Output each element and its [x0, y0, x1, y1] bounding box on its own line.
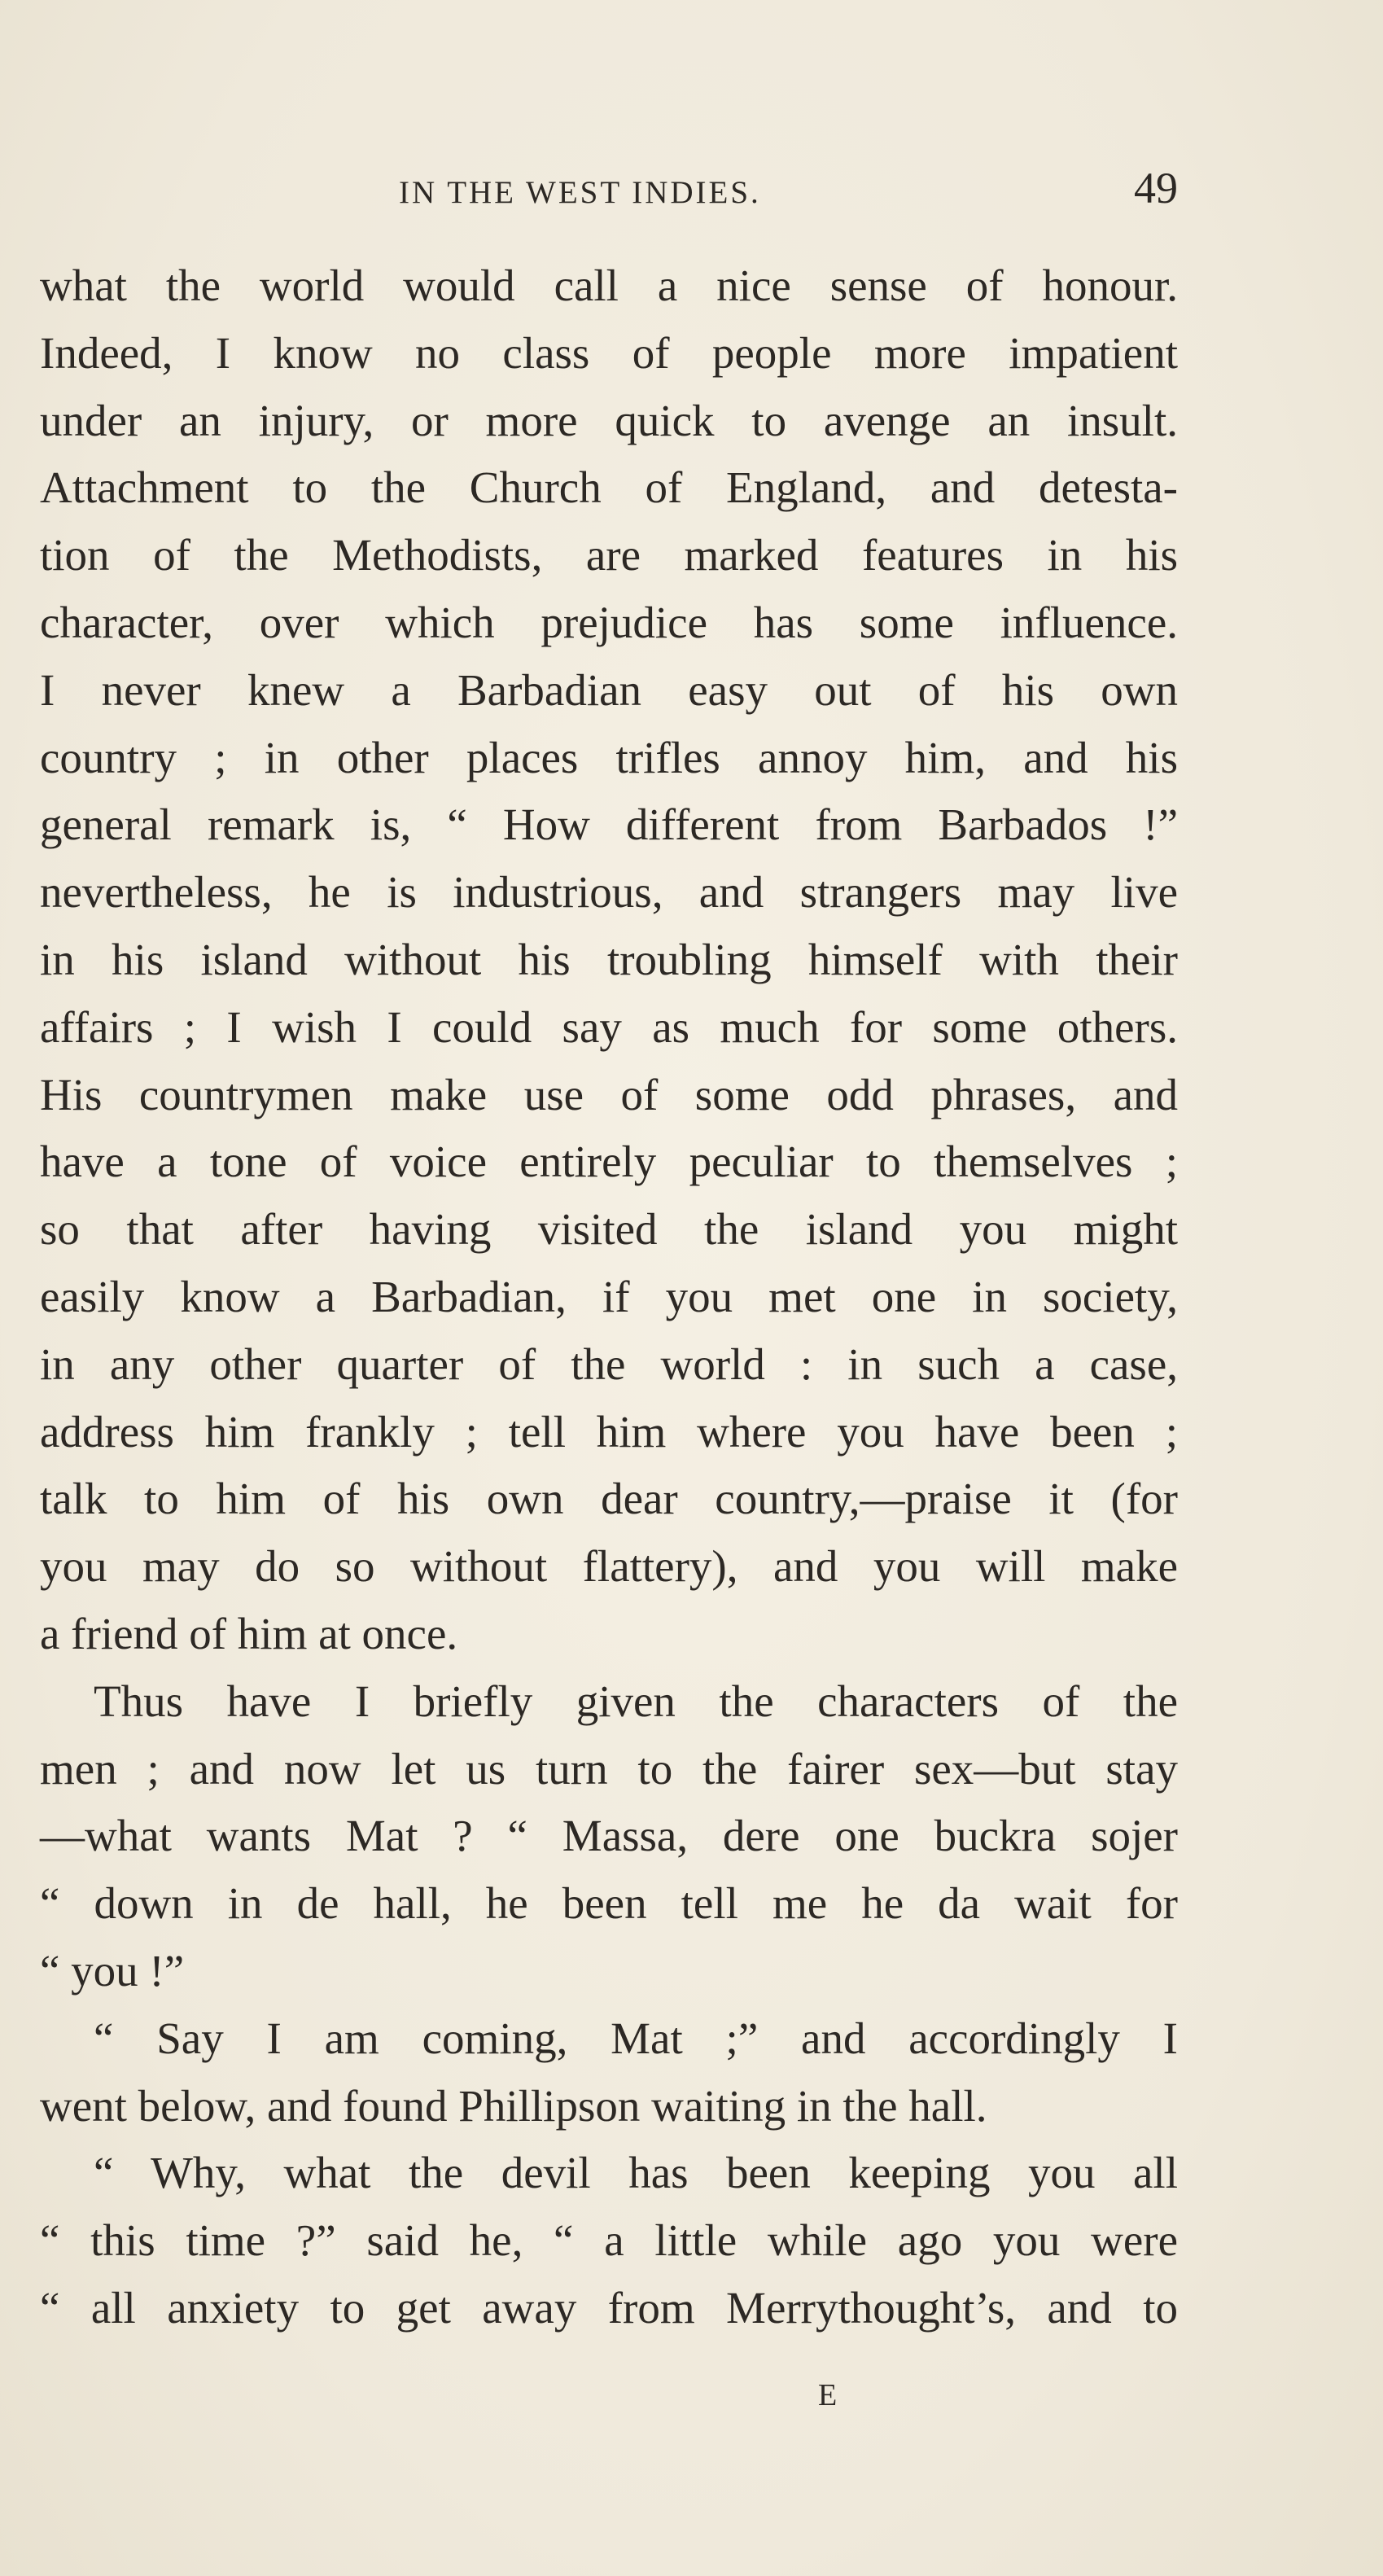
paragraph-end-line: a friend of him at once. [40, 1608, 458, 1658]
paragraph-end-line: “ you !” [40, 1945, 185, 1996]
text-line: talk to him of his own dear country,—praise it (for [40, 1474, 1178, 1524]
text-line: men ; and now let us turn to the fairer sex—but stay [40, 1743, 1178, 1794]
signature-mark: E [818, 2378, 838, 2412]
running-title: IN THE WEST INDIES. [399, 175, 761, 210]
paragraph-start-line: “ Why, what the devil has been keeping you all [94, 2148, 1178, 2198]
text-line: have a tone of voice entirely peculiar to themselves ; [40, 1137, 1178, 1187]
text-line: easily know a Barbadian, if you met one in society, [40, 1271, 1178, 1321]
text-line: in any other quarter of the world : in such a case, [40, 1338, 1178, 1389]
text-line: character, over which prejudice has some influence. [40, 597, 1178, 647]
text-line: Indeed, I know no class of people more impatient [40, 327, 1178, 378]
body-text [40, 252, 1178, 2342]
text-line: you may do so without flattery), and you will make [40, 1541, 1178, 1592]
page-number: 49 [1134, 164, 1178, 212]
text-line: tion of the Methodists, are marked features in his [40, 530, 1178, 580]
text-line: affairs ; I wish I could say as much for some others. [40, 1001, 1178, 1052]
text-line: in his island without his troubling himself with their [40, 934, 1178, 984]
text-line: —what wants Mat ? “ Massa, dere one buckra sojer [40, 1811, 1178, 1861]
text-line: address him frankly ; tell him where you have been ; [40, 1406, 1178, 1457]
paragraph-start-line: Thus have I briefly given the characters of the [94, 1676, 1178, 1726]
text-line: “ down in de hall, he been tell me he da wait for [40, 1878, 1178, 1929]
text-line: general remark is, “ How different from Barbados !” [40, 800, 1178, 850]
paragraph-start-line: “ Say I am coming, Mat ;” and accordingly I [94, 2013, 1178, 2063]
text-line: I never knew a Barbadian easy out of his own [40, 664, 1178, 715]
text-line: “ this time ?” said he, “ a little while ago you were [40, 2215, 1178, 2266]
text-line: nevertheless, he is industrious, and strangers may live [40, 867, 1178, 918]
text-line: so that after having visited the island you might [40, 1204, 1178, 1255]
running-head [0, 163, 1383, 220]
text-line: country ; in other places trifles annoy him, and his [40, 732, 1178, 782]
paragraph-end-line: went below, and found Phillipson waiting in the hall. [40, 2080, 987, 2131]
text-line: “ all anxiety to get away from Merrythought’s, and to [40, 2282, 1178, 2333]
text-line: Attachment to the Church of England, and detesta- [40, 462, 1178, 513]
text-line: what the world would call a nice sense of honour. [40, 261, 1178, 310]
text-line: under an injury, or more quick to avenge an insult. [40, 395, 1178, 445]
text-line: His countrymen make use of some odd phrases, and [40, 1069, 1178, 1119]
